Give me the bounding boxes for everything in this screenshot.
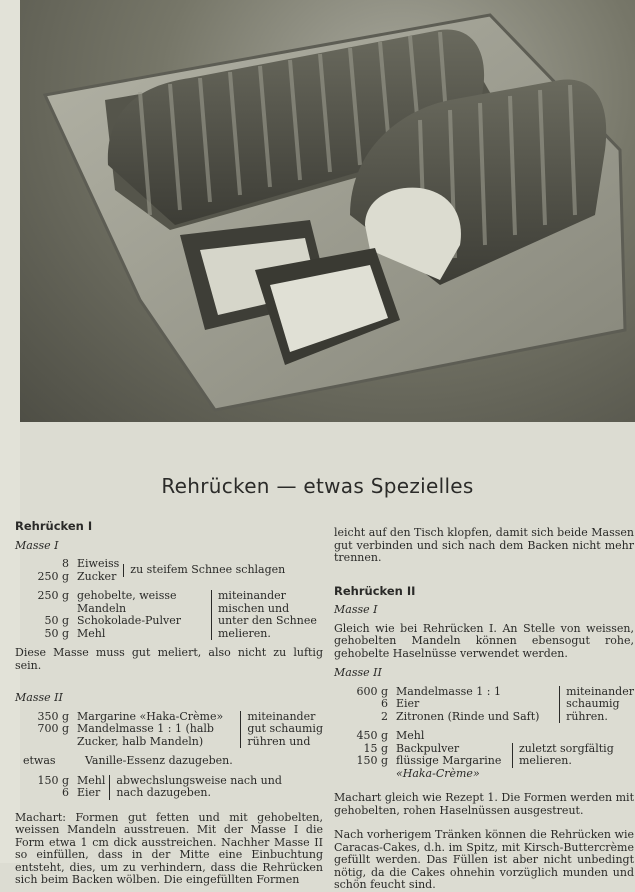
quantity: etwas (23, 754, 56, 767)
ingredient-group (15, 711, 323, 749)
ingredient: flüssige Margarine (396, 754, 502, 767)
recipe-heading: Rehrücken I (15, 519, 93, 533)
left-column (15, 520, 323, 887)
ingredient-group (334, 730, 634, 780)
ingredient: Zucker, halb Mandeln) (77, 734, 204, 748)
right-column (334, 527, 634, 892)
final-note: Nach vorherigem Tränken können die Rehrücken wie Caracas-Cakes, d.h. im Spitz, mit Kirsch-Buttercrème gefüllt werden. Das Füllen ist aber nicht unbedingt nötig, da die Cakes ohnehin vorzüglich munden und schön feucht sind. (334, 828, 634, 891)
ingredient: Mehl (77, 773, 106, 787)
instruction: unter den Schnee (218, 614, 317, 627)
instruction: melieren. (218, 626, 271, 640)
ingredient-group (334, 686, 634, 724)
quantity: 150 g (356, 754, 388, 767)
quantity: 50 g (44, 614, 69, 627)
instruction: rühren. (566, 709, 608, 723)
ingredient: Zitronen (Rinde und Saft) (396, 709, 540, 723)
ingredient-group (15, 775, 323, 800)
ingredient: Vanille-Essenz dazugeben. (85, 754, 233, 767)
ingredient: Mandeln (77, 601, 127, 615)
ingredient: Margarine «Haka-Crème» (77, 709, 224, 723)
instruction: miteinander (247, 709, 316, 723)
ingredient: Zucker (77, 569, 117, 583)
ingredient: Eiweiss (77, 557, 120, 570)
quantity: 2 (381, 709, 388, 723)
masse-label: Masse I (334, 603, 378, 616)
ingredient: Mandelmasse 1 : 1 (halb (77, 722, 214, 735)
ingredient: Backpulver (396, 741, 460, 755)
method-text: Machart: Formen gut fetten und mit gehobelten, weissen Mandeln ausstreuen. Mit der Masse I die Form etwa 1 cm dick ausstreichen. Nachher Masse II so einfüllen, dass in der Mitte eine Einbuchtung entsteht, dies, um zu verhindern, dass die Rehrücken sich beim Backen wölben. Die eingefüllten Formen (15, 810, 323, 886)
quantity: 8 (62, 557, 69, 570)
ingredient: Mehl (77, 626, 106, 640)
masse-text: Gleich wie bei Rehrücken I. An Stelle von weissen, gehobelten Mandeln können ebensogut rohe, gehobelte Haselnüsse verwendet werden. (334, 621, 634, 660)
quantity: 150 g (37, 773, 69, 787)
instruction: miteinander (218, 589, 286, 602)
ingredient-group (15, 590, 323, 640)
remark: Diese Masse muss gut meliert, also nicht zu luftig sein. (15, 646, 323, 672)
instruction: zu steifem Schnee schlagen (123, 564, 285, 577)
instruction: schaumig (566, 697, 620, 710)
instruction: zuletzt sorgfältig (519, 741, 614, 755)
quantity: 6 (62, 786, 69, 799)
quantity: 450 g (356, 729, 388, 742)
ingredient-group (15, 558, 323, 583)
masse-label: Masse II (334, 666, 382, 679)
page-title: Rehrücken — etwas Spezielles (161, 474, 474, 498)
instruction: melieren. (519, 754, 572, 767)
quantity: 50 g (44, 626, 69, 640)
quantity: 600 g (356, 684, 388, 698)
instruction: gut schaumig (247, 722, 323, 735)
continued-text: leicht auf den Tisch klopfen, damit sich beide Massen gut verbinden und sich nach dem Backen nicht mehr trennen. (334, 526, 634, 564)
instruction: abwechslungsweise nach und (116, 773, 282, 787)
ingredient: Mandelmasse 1 : 1 (396, 684, 501, 698)
quantity: 250 g (37, 589, 69, 602)
cake-photo-image (20, 0, 635, 422)
quantity: 700 g (37, 722, 69, 735)
ingredient: Eier (396, 697, 420, 710)
masse-label: Masse I (15, 538, 59, 552)
instruction: mischen und (218, 601, 290, 615)
ingredient: gehobelte, weisse (77, 589, 177, 602)
quantity: 250 g (37, 569, 69, 583)
ingredient: «Haka-Crème» (396, 766, 480, 780)
masse-label: Masse II (15, 691, 63, 704)
instruction: nach dazugeben. (116, 786, 211, 799)
quantity: 350 g (37, 709, 69, 723)
recipe-heading: Rehrücken II (334, 583, 416, 598)
ingredient: Eier (77, 786, 101, 799)
instruction: miteinander (566, 684, 634, 698)
quantity: 6 (381, 697, 388, 710)
instruction: rühren und (247, 734, 311, 748)
method-text: Machart gleich wie Rezept 1. Die Formen werden mit gehobelten, rohen Haselnüssen ausgestreut. (334, 791, 634, 817)
quantity: 15 g (363, 741, 388, 755)
ingredient: Mehl (396, 729, 425, 742)
recipe-photo (20, 0, 635, 422)
ingredient: Schokolade-Pulver (77, 614, 182, 627)
